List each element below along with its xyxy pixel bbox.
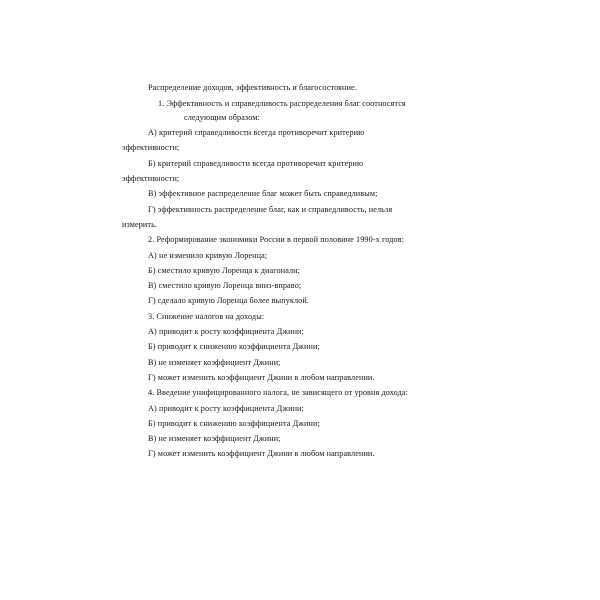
question-3-option-g: Г) может изменить коэффициент Джини в любом направлении. (148, 372, 375, 382)
question-2-option-g: Г) сделало кривую Лоренца более выпуклой. (148, 296, 309, 306)
question-1-option-a-tail: эффективности; (122, 143, 180, 153)
question-2-text: 2. Реформирование экономики России в первой половине 1990-х годов: (148, 235, 404, 245)
question-1-option-g: Г) эффективность распределение благ, как и справедливость, нельзя (148, 204, 393, 214)
question-3-option-a: А) приводит к росту коэффициента Джини; (148, 327, 304, 337)
question-4-option-v: В) не изменяет коэффициент Джини; (148, 434, 281, 444)
question-1-option-b: Б) критерий справедливости всегда противоречит критерию (148, 158, 364, 168)
question-3-option-v: В) не изменяет коэффициент Джини; (148, 357, 281, 367)
question-4-option-b: Б) приводит к снижению коэффициента Джини; (148, 418, 320, 428)
question-1-continuation-line: следующим образом: (184, 112, 260, 122)
document-body (122, 84, 528, 459)
question-1-option-a: А) критерий справедливости всегда противоречит критерию (148, 128, 365, 138)
question-1-option-v: В) эффективное распределение благ может быть справедливым; (148, 189, 378, 199)
question-4-option-a: А) приводит к росту коэффициента Джини; (148, 403, 304, 413)
question-3-text: 3. Снижение налогов на доходы: (148, 311, 265, 321)
document-title: Распределение доходов, эффективность и благосостояние. (148, 83, 357, 92)
question-1-option-b-tail: эффективности; (122, 174, 180, 184)
question-2-option-v: В) сместило кривую Лоренца вниз-вправо; (148, 281, 302, 291)
question-1-number-line: 1. Эффективность и справедливость распределения благ соотносятся (158, 98, 406, 108)
question-2-option-b: Б) сместило кривую Лоренца к диагонали; (148, 265, 301, 275)
question-1-option-g-tail: измерить. (122, 219, 158, 229)
question-4-text: 4. Введение унифицированного налога, не зависящего от уровня дохода: (148, 388, 408, 398)
question-3-option-b: Б) приводит к снижению коэффициента Джини; (148, 342, 320, 352)
question-4-option-g: Г) может изменить коэффициент Джини в любом направлении. (148, 449, 375, 459)
question-2-option-a: А) не изменило кривую Лоренца; (148, 250, 268, 260)
